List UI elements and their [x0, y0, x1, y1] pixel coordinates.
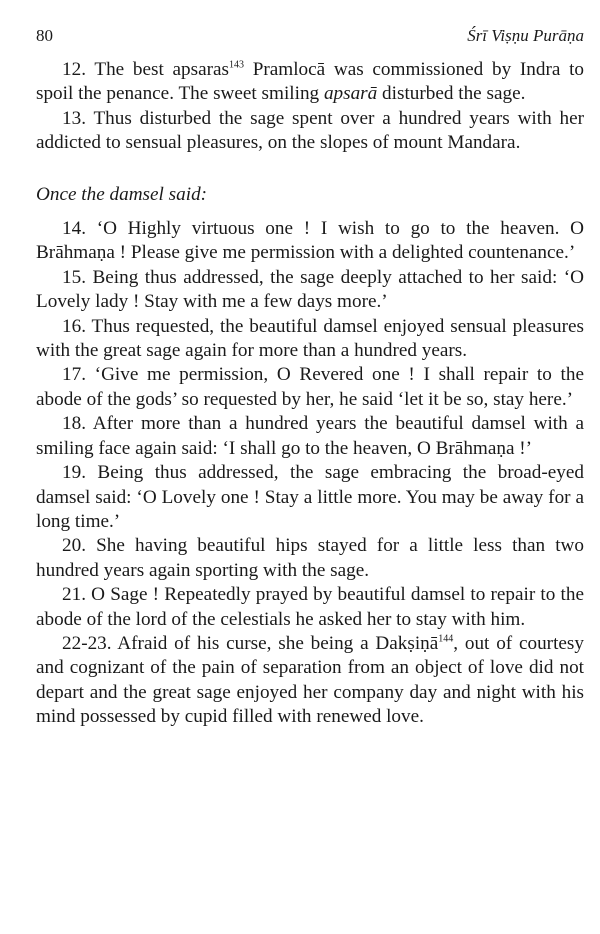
- verse-12-text-b: Pramlocā was commissioned by Indra to spoil the penance. The sweet smiling: [36, 59, 585, 105]
- verse-22-text-a: 22-23. Afraid of his curse, she being a Dakṣiṇā: [62, 632, 439, 654]
- book-page: [36, 0, 584, 934]
- verse-15: 15. Being thus addressed, the sage deeply attached to her said: ‘O Lovely lady ! Stay with me a few days more.’: [36, 266, 584, 313]
- page-header: [36, 26, 584, 50]
- verse-21: 21. O Sage ! Repeatedly prayed by beautiful damsel to repair to the abode of the lord of the celestials he asked her to stay with him.: [36, 584, 584, 630]
- verse-18: 18. After more than a hundred years the beautiful damsel with a smiling face again said: ‘I shall go to the heaven, O Brāhmaṇa !’: [36, 413, 584, 459]
- page-body: [36, 58, 584, 730]
- verse-17: 17. ‘Give me permission, O Revered one ! I shall repair to the abode of the gods’ so requested by her, he said ‘let it be so, stay here.’: [36, 364, 584, 410]
- page-number: 80: [36, 26, 53, 45]
- footnote-ref-143: 143: [228, 59, 244, 71]
- footnote-ref-144: 144: [438, 633, 454, 645]
- verse-13: 13. Thus disturbed the sage spent over a hundred years with her addicted to sensual pleasures, on the slopes of mount Mandara.: [36, 107, 584, 154]
- verse-14: 14. ‘O Highly virtuous one ! I wish to go to the heaven. O Brāhmaṇa ! Please give me permission with a delighted countenance.’: [36, 218, 584, 264]
- verse-19: 19. Being thus addressed, the sage embracing the broad-eyed damsel said: ‘O Lovely one ! Stay a little more. You may be away for a long time.’: [36, 462, 584, 532]
- verse-16: 16. Thus requested, the beautiful damsel enjoyed sensual pleasures with the great sage again for more than a hundred years.: [36, 315, 584, 362]
- running-title: Śrī Viṣṇu Purāṇa: [467, 26, 584, 45]
- section-heading: Once the damsel said:: [36, 183, 208, 205]
- verse-22-23: [36, 632, 584, 730]
- verse-12: [36, 58, 584, 107]
- verse-22-text-b: , out of courtesy and cognizant of the pain of separation from an object of love did not depart and the great sage enjoyed her company day and night with his mind possessed by cupid filled with renewed love.: [36, 632, 584, 728]
- verse-20: 20. She having beautiful hips stayed for a little less than two hundred years again sporting with the sage.: [36, 535, 584, 581]
- verse-12-italic-term: apsarā: [323, 83, 378, 105]
- verse-12-text-a: 12. The best apsaras: [62, 59, 229, 80]
- verse-12-text-c: disturbed the sage.: [377, 83, 526, 105]
